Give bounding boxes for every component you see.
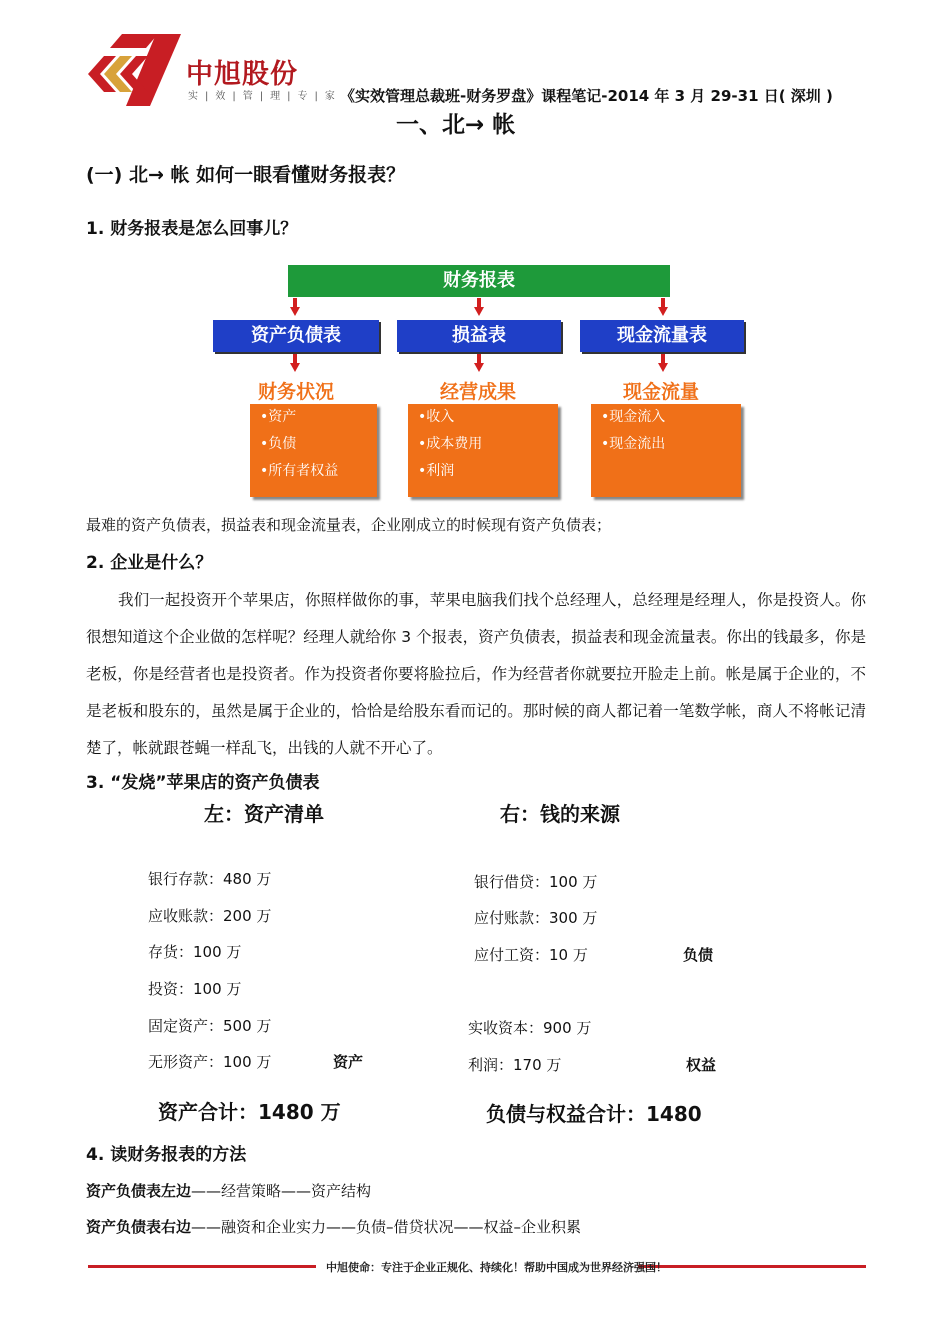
method-line-right: [86, 1216, 581, 1237]
diagram-item: •负债: [260, 436, 297, 452]
diagram-item: •收入: [418, 409, 455, 425]
diagram-item: •资产: [260, 409, 297, 425]
diagram-item: •利润: [418, 463, 455, 479]
liability-item: 银行借贷：100 万: [474, 873, 598, 891]
liability-item: 应付工资：10 万: [474, 946, 588, 964]
diagram-income-statement: 损益表: [397, 320, 561, 352]
arrow-down-icon: [658, 298, 668, 316]
method-line-left-label: 资产负债表左边: [86, 1182, 192, 1200]
asset-item: 投资：100 万: [148, 980, 242, 998]
footer-mission: 中旭使命：专注于企业正规化、持续化！帮助中国成为世界经济强国！: [326, 1261, 667, 1274]
diagram-item: •所有者权益: [260, 463, 339, 479]
diagram-category-cash-flow: 现金流量: [622, 381, 699, 403]
asset-item: 银行存款：480 万: [148, 870, 272, 888]
liability-item: 应付账款：300 万: [474, 909, 598, 927]
sources-column-title: 右：钱的来源: [500, 802, 620, 826]
diagram-balance-sheet: 资产负债表: [213, 320, 379, 352]
page-title: 一、北→ 帐: [396, 112, 516, 138]
asset-item: 应收账款：200 万: [148, 907, 272, 925]
asset-item: 存货：100 万: [148, 943, 242, 961]
asset-item: 固定资产：500 万: [148, 1017, 272, 1035]
method-line-left-text: ——经营策略——资产结构: [191, 1182, 372, 1200]
section-title: (一) 北→ 帐 如何一眼看懂财务报表？: [86, 164, 406, 186]
heading-3: 3. “发烧”苹果店的资产负债表: [86, 773, 320, 793]
diagram-note: 最难的资产负债表，损益表和现金流量表，企业刚成立的时候现有资产负债表；: [86, 516, 612, 534]
diagram-item: •现金流入: [601, 409, 666, 425]
asset-label: 资产: [333, 1053, 364, 1071]
equity-item: 利润：170 万: [468, 1056, 562, 1074]
method-line-right-text: ——融资和企业实力——负债–借贷状况——权益–企业积累: [191, 1218, 582, 1236]
heading-2: 2. 企业是什么？: [86, 553, 213, 573]
asset-item: 无形资产：100 万: [148, 1053, 272, 1071]
equity-label: 权益: [686, 1056, 717, 1074]
assets-column-title: 左：资产清单: [204, 802, 324, 826]
heading-1: 1. 财务报表是怎么回事儿？: [86, 219, 298, 239]
body-paragraph: 我们一起投资开个苹果店，你照样做你的事，苹果电脑我们找个总经理人，总经理是经理人，你是投资人。你很想知道这个企业做的怎样呢？经理人就给你 3 个报表，资产负债表，损益表和现金流量表。你出的钱最多，你是老板，你是经营者也是投资者。作为投资者你要将脸拉后，作为经营者你就要拉开脸走上前。帐是属于企业的，不是老板和股东的，虽然是属于企业的，恰恰是给股东看而记的。那时候的商人都记着一笔数学帐，商人不将帐记清楚了，帐就跟苍蝇一样乱飞，出钱的人就不开心了。: [86, 591, 866, 757]
arrow-down-icon: [290, 298, 300, 316]
diagram-items-box: [591, 404, 741, 497]
arrow-down-icon: [474, 354, 484, 372]
method-line-left: [86, 1180, 371, 1201]
diagram-cash-flow-statement: 现金流量表: [580, 320, 744, 352]
footer-divider-right: [638, 1265, 866, 1268]
logo-tagline: 实|效|管|理|专|家: [188, 91, 342, 102]
course-note: 《实效管理总裁班-财务罗盘》课程笔记-2014 年 3 月 29-31 日( 深圳 ): [340, 87, 833, 105]
liability-equity-total: 负债与权益合计：1480: [486, 1102, 702, 1126]
diagram-category-financial-position: 财务状况: [257, 381, 334, 403]
diagram-financial-statements: 财务报表: [288, 265, 670, 297]
diagram-category-operating-results: 经营成果: [439, 381, 516, 403]
asset-total: 资产合计：1480 万: [158, 1100, 341, 1124]
diagram-item: •现金流出: [601, 436, 666, 452]
diagram-items-box: [408, 404, 558, 497]
arrow-down-icon: [658, 354, 668, 372]
logo-name: 中旭股份: [186, 59, 298, 90]
footer-divider-left: [88, 1265, 316, 1268]
liability-label: 负债: [683, 946, 714, 964]
diagram-items-box: [250, 404, 377, 497]
arrow-down-icon: [474, 298, 484, 316]
heading-4: 4. 读财务报表的方法: [86, 1145, 247, 1165]
company-logo-icon: [86, 30, 182, 110]
method-line-right-label: 资产负债表右边: [86, 1218, 192, 1236]
diagram-item: •成本费用: [418, 436, 483, 452]
equity-item: 实收资本：900 万: [468, 1019, 592, 1037]
arrow-down-icon: [290, 354, 300, 372]
